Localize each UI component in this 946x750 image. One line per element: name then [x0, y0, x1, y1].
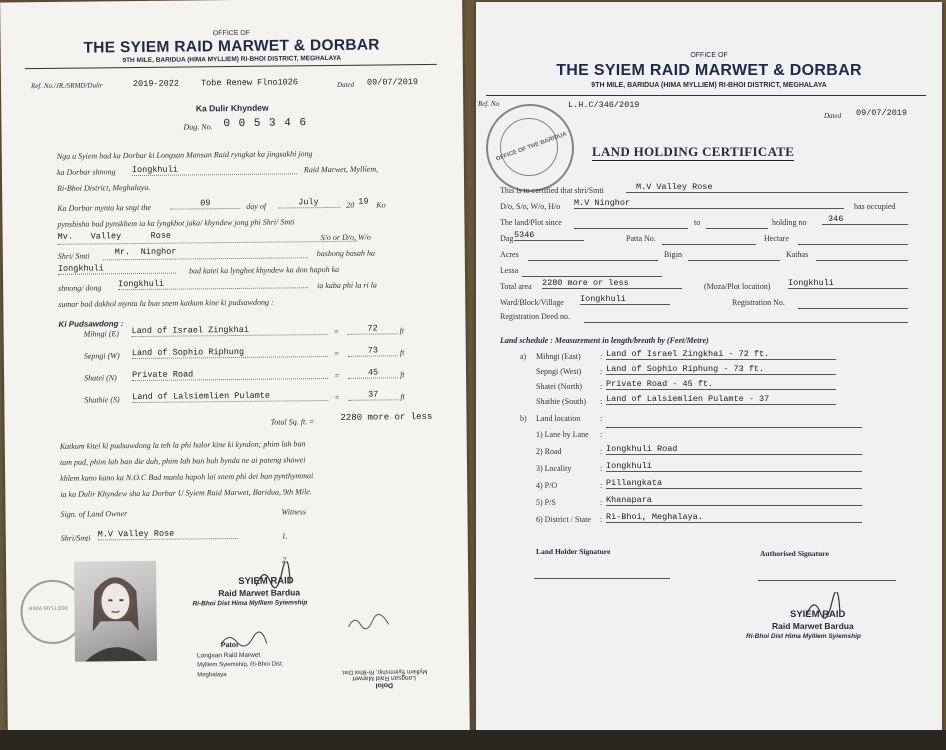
boundary-label: Mihngi (E) [83, 329, 119, 339]
office-seal [486, 104, 574, 192]
boundary-value: Land of Israel Zingkhai [132, 324, 328, 337]
syiem-sig-line1: Raid Marwet Bardua [218, 587, 301, 599]
office-of-label-2: OFFICE OF [690, 52, 728, 59]
dag-label: Dag. No. [183, 122, 213, 132]
location-label: 4) P/O [536, 481, 558, 490]
ward-label: Ward/Block/Village [500, 298, 564, 307]
dag-label-2: Dag [500, 234, 514, 243]
boundary-value: Land of Lalsiemlien Pulamte [132, 390, 328, 403]
dag-value: 0 0 5 3 4 6 [223, 117, 308, 131]
land-location-colon: : [600, 414, 603, 423]
doc-heading: Ka Dulir Khyndew [195, 102, 269, 114]
b-label: b) [520, 414, 527, 423]
month-value: July [278, 197, 340, 209]
certificate-heading: LAND HOLDING CERTIFICATE [592, 144, 795, 159]
location-fill: Iongkhuli [58, 263, 176, 275]
location-value: Khanapara [606, 495, 862, 506]
boundary-equals: = [334, 392, 340, 402]
landplot-since-line [574, 228, 688, 229]
total-value: 2280 more or less [340, 411, 433, 423]
round-stamp-text: HIMA MYLLIEM [28, 605, 68, 613]
location-label: 3) Locality [536, 464, 572, 473]
so-label: S/o or D/o, W/o [320, 232, 371, 243]
landplot-label: The land/Plot since [500, 218, 562, 227]
office-seal-text: OFFICE OF THE BARIDUA [495, 131, 568, 163]
dso-value: M.V Ninghor [574, 198, 844, 209]
day-value: 09 [170, 198, 240, 210]
ki-pudsawdong-heading: Ki Pudsawdong : [58, 319, 124, 329]
location-colon: : [600, 498, 603, 507]
boundary-value: Private Road [132, 368, 328, 381]
certify-name: M.V Valley Rose [626, 182, 908, 193]
boundary-feet: 37 [348, 389, 398, 401]
para3-line2: tam pud, phim lah ban die duh, phim lah ban buh bynda ne ai pateng shawei [59, 455, 306, 467]
year-value: 19 [358, 196, 369, 207]
kathas-label: Kathas [786, 250, 809, 259]
shnong-dong-label: shnong/ dong [58, 283, 102, 293]
shri-label: Shri/ Smti [57, 251, 90, 261]
moza-value: Iongkhuli [788, 278, 908, 289]
boundary-value: Land of Sophio Riphung [132, 346, 328, 359]
location-value [606, 427, 862, 428]
dolol-stamp [329, 628, 440, 689]
location-label: 2) Road [536, 447, 562, 456]
ref-renew: Tobe Renew Flno1026 [200, 77, 298, 89]
a-label: a) [520, 352, 527, 361]
pator-line1: Longsan Raid Marwet [196, 651, 261, 660]
para3-line1: Katkum kitei ki pudsawdong la teh la phi halor kine ki kyndon; phim lah ban [59, 439, 306, 451]
boundary-equals: = [333, 326, 340, 336]
landplot-to-line [706, 228, 768, 229]
syiem-sig-title: SYIEM RAID [238, 575, 294, 587]
to-label: to [694, 218, 701, 227]
para1-line1: Nga u Syiem bad ka Dorbar ki Longsan Mansan Raid ryngkat ka jingsakhi jong [56, 149, 313, 161]
father-line [103, 257, 308, 260]
boundary-unit: ft [400, 392, 405, 402]
dated-value-2: 09/07/2019 [856, 108, 908, 118]
location-value: Ri-Bhoi, Meghalaya. [606, 512, 862, 523]
schedule-boundary-value: Private Road - 45 ft. [606, 379, 836, 390]
moza-label: (Moza/Plot location) [704, 282, 771, 291]
location-value: Iongkhuli Road [606, 444, 862, 455]
location-value: Pillangkata [606, 478, 862, 489]
ward-value: Iongkhuli [580, 294, 670, 305]
boundary-unit: ft [399, 326, 405, 336]
dso-label: D/o, S/o, W/o, H/o [500, 202, 561, 211]
pator-line3: Meghalaya [197, 672, 227, 679]
ref-label-2: Ref. No [478, 100, 499, 108]
para3-line3: khlem kano kano ka N.O.C Bad manla hapoh lai snem phi dei ban pynthymmai [60, 471, 314, 483]
certify-label: This is to certified that shri/Smti [500, 186, 604, 195]
patta-label: Patta No. [626, 234, 656, 243]
location-value: Iongkhuli [606, 461, 862, 472]
pator-line2: Mylliem Syiemship, Ri-Bhoi Dist. [197, 661, 284, 669]
schedule-boundary-label: Mihngi (East) [536, 352, 581, 361]
location-label: 5) P/S [536, 498, 556, 507]
office-title: THE SYIEM RAID MARWET & DORBAR [83, 36, 380, 57]
dag-value-2: 5346 [514, 230, 584, 241]
syiem-sig-line2-2: Ri-Bhoi Dist Hima Mylliem Syiemship [746, 633, 861, 640]
bigas-line [688, 260, 780, 261]
dated-label: Dated [336, 80, 355, 89]
land-location-label: Land location [536, 414, 581, 423]
boundary-unit: ft [400, 370, 405, 380]
para1-line2-end: Raid Marwet, Mylliem, [303, 164, 379, 175]
boundary-unit: ft [399, 348, 405, 358]
total-area-value: 2280 more or less [542, 278, 682, 289]
dolol-signature-scribble [347, 612, 391, 632]
header-rule-2 [486, 95, 926, 96]
ref-value-2: L.H.C/346/2019 [568, 100, 640, 110]
lessa-label: Lessa [500, 266, 519, 275]
syiem-sig-line1-2: Raid Marwet Bardua [772, 621, 854, 631]
holding-value: 346 [822, 214, 908, 225]
location-colon: : [600, 515, 603, 524]
schedule-boundary-colon: : [600, 367, 603, 376]
schedule-boundary-colon: : [600, 397, 603, 406]
acres-label: Acres [500, 250, 519, 259]
land-holder-signature-label: Land Holder Signature [536, 547, 611, 556]
syiem-sig-title-2: SYIEM RAID [790, 609, 846, 620]
registration-no-line [798, 308, 908, 309]
holding-label: holding no [772, 218, 807, 227]
schedule-boundary-label: Sepngi (West) [536, 367, 582, 376]
para2-line5-end: ia kaba phi la ri la [317, 280, 377, 291]
day-of-label: day of [246, 201, 267, 211]
year-prefix: 20 [346, 200, 355, 210]
ref-year: 2019-2022 [132, 78, 179, 90]
syiem-sig-line2: Ri-Bhoi Dist Hima Mylliem Syiemship [192, 599, 308, 608]
sign-owner-label: Sign. of Land Owner [60, 509, 128, 519]
office-address-2: 9TH MILE, BARIDUA (HIMA MYLLIEM) RI-BHOI DISTRICT, MEGHALAYA [591, 82, 827, 89]
bashong-label: bashong basah ha [316, 248, 376, 259]
dulir-khyndew-document [0, 0, 470, 742]
boundary-feet: 45 [348, 367, 398, 379]
shri-smti-label: Shri/Smti [60, 533, 91, 543]
ko-label: Ko [376, 200, 386, 210]
owner-photo-figure [74, 561, 157, 662]
ref-label: Ref. No./JR./SRMD/Dulir [30, 81, 103, 91]
shnong-dong-fill: Iongkhuli [118, 277, 308, 290]
acres-line [528, 260, 658, 261]
father-part2: Ninghor [140, 246, 177, 257]
para2-line2: pynshisha bad pynskhem ia ka lyngkhot jaka/ khyndew jong phi Shri/ Smti [57, 217, 295, 229]
location-colon: : [600, 481, 603, 490]
schedule-boundary-value: Land of Sophio Riphung - 73 ft. [606, 364, 836, 375]
boundary-equals: = [333, 348, 340, 358]
dolol-title: Dolol [375, 681, 394, 689]
name-part3: Rose [150, 230, 172, 241]
dolol-line2: Mylliem Syiemship, Ri-Bhoi Dist. [340, 668, 428, 675]
father-part1: Mr. [114, 247, 131, 258]
location-label: 6) District / State [536, 515, 591, 524]
para2-line6: sumar bad dakhol mynta la bun snem katkum kine ki pudsawdong : [58, 297, 274, 309]
boundary-label: Shathie (S) [84, 395, 120, 405]
name-part1: Mv. [57, 231, 73, 242]
lessa-line [522, 276, 662, 277]
pator-title: Pator [220, 641, 239, 650]
schedule-boundary-colon: : [600, 352, 603, 361]
location-colon: : [600, 430, 603, 439]
patta-line [662, 244, 756, 245]
has-occupied-label: has occupied [854, 202, 896, 211]
hectare-line [798, 244, 908, 245]
schedule-boundary-colon: : [600, 382, 603, 391]
registration-deed-label: Registration Deed no. [500, 312, 570, 321]
dated-label-2: Dated [824, 112, 842, 120]
location-colon: : [600, 447, 603, 456]
para3-line4: ia ka Dulir Khyndew sha ka Dorbar U Syiem Raid Marwet, Baridua, 9th Mile. [60, 487, 312, 499]
office-title-2: THE SYIEM RAID MARWET & DORBAR [556, 62, 862, 79]
dated-value: 09/07/2019 [366, 77, 419, 88]
registration-no-label: Registration No. [732, 298, 785, 307]
registration-deed-line [584, 322, 908, 323]
kathas-line [816, 260, 908, 261]
location-colon: : [600, 464, 603, 473]
boundary-feet: 73 [348, 345, 398, 357]
schedule-boundary-label: Shatei (North) [536, 382, 582, 391]
witness-1: 1. [281, 531, 288, 541]
authorised-signature-label: Authorised Signature [760, 549, 829, 558]
shnong-fill: Iongkhuli [132, 163, 297, 176]
owner-name: M.V Valley Rose [98, 528, 238, 540]
office-address: 9TH MILE, BARIDUA (HIMA MYLLIEM) RI-BHOI DISTRICT, MEGHALAYA [122, 54, 342, 65]
boundary-label: Sepngi (W) [83, 351, 120, 361]
total-area-label: Total area [500, 282, 532, 291]
boundary-feet: 72 [348, 323, 398, 335]
witness-label: Witness [281, 507, 306, 517]
land-holder-signature-line [534, 578, 670, 579]
schedule-boundary-value: Land of Israel Zingkhai - 72 ft. [606, 349, 836, 360]
total-label: Total Sq. ft. = [270, 417, 315, 427]
witness-2: 2. [281, 555, 289, 565]
para2-line4-end: bad katei ka lynghot khyndew ka don hapoh ka [188, 264, 340, 276]
para1-line2-start: ka Dorbar shnong [56, 167, 116, 177]
name-part2: Valley [90, 231, 122, 242]
land-holding-certificate [476, 2, 942, 744]
para1-line3: Ri-Bhoi District, Meghalaya. [57, 182, 151, 193]
dolol-line1: Longsan Raid Marwet [352, 674, 416, 682]
location-label: 1) Lane by Lane [536, 430, 589, 439]
authorised-signature-line [758, 580, 896, 581]
owner-photo [74, 561, 157, 662]
schedule-boundary-value: Land of Lalsiemlien Pulamte - 37 [606, 394, 836, 405]
bigas-label: Bigas [664, 250, 683, 259]
syiem-signature-scribble [252, 561, 292, 591]
schedule-heading: Land schedule : Measurement in length/breath by (Feet/Metre) [500, 336, 709, 345]
desk-edge [0, 730, 946, 750]
boundary-label: Shatei (N) [84, 373, 117, 383]
boundary-equals: = [334, 370, 340, 380]
header-rule [25, 64, 437, 69]
hectare-label: Hectare [764, 234, 789, 243]
office-of-label: OFFICE OF [212, 29, 251, 38]
schedule-boundary-label: Shathie (South) [536, 397, 586, 406]
para2-start: Ka Dorbar mynta ka sngi the [57, 202, 151, 213]
